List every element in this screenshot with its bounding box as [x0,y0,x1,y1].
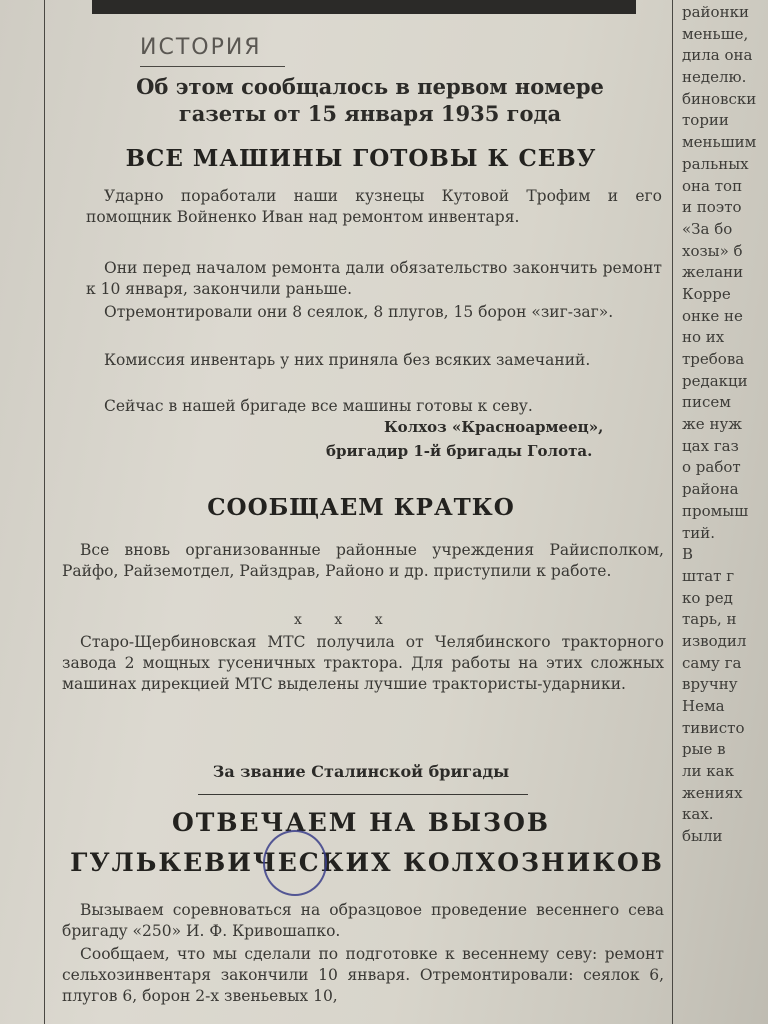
right-column-line: районки [682,3,749,21]
kicker-rule [198,794,528,795]
right-column-line: ли как [682,762,734,781]
right-column-line: Корре [682,284,731,303]
article3-paragraph: Сообщаем, что мы сделали по подготовке к весеннему севу: ремонт сельхозинвентаря закончили 10 января. Отремонтировали: сеялок 6, плугов 6, борон 2-х звеньевых 10, [62,945,664,1005]
right-column-line: требова [682,350,745,368]
right-column-line: она топ [682,176,743,195]
right-column-line: саму га [682,653,742,672]
right-column-line: дила она [682,46,753,65]
right-column-line: рые в [682,740,726,759]
right-column-line: хозы» б [682,241,743,260]
right-column-line: жениях [682,783,743,802]
right-column-line: Нема [682,697,725,715]
right-column-line: тарь, н [682,610,737,629]
right-column-line: онке не [682,306,743,325]
right-column-line: были [682,827,723,846]
column-rule-left [44,0,45,1024]
right-column-line: меньше, [682,24,749,43]
right-column-line: о работ [682,458,741,477]
right-column-line: района [682,480,739,499]
right-column-line: тории [682,111,729,130]
right-column-line: ральных [682,154,749,173]
right-column-line: «За бо [682,219,733,238]
right-column-line: вручну [682,675,738,694]
right-column-line: меньшим [682,133,757,152]
article1-paragraph: Ударно поработали наши кузнецы Кутовой Трофим и его помощник Войненко Иван над ремонтом инвентаря. [86,187,662,226]
article2-paragraph: Старо-Щербиновская МТС получила от Челябинского тракторного завода 2 мощных гусеничных трактора. Для работы на этих сложных машинах дирекцией МТС выделены лучшие трактористы-ударники. [62,633,664,693]
right-column-line: и поэто [682,198,742,217]
right-column-line: ках. [682,805,714,824]
article2-paragraph: Все вновь организованные районные учреждения Райисполком, Райфо, Райземотдел, Райздрав, Районо и др. приступили к работе. [62,541,664,580]
article1-paragraph: Отремонтировали они 8 сеялок, 8 плугов, 15 борон «зиг-заг». [104,303,614,321]
article2-headline: СООБЩАЕМ КРАТКО [207,494,515,521]
right-column-line: но их [682,328,725,347]
top-photo-edge [92,0,636,14]
right-column-line: тивисто [682,718,745,737]
sub-headline: Об этом сообщалось в первом номере газеты от 15 января 1935 года [136,74,604,126]
article3-paragraph: Вызываем соревноваться на образцовое проведение весеннего сева бригаду «250» И. Ф. Кривошапко. [62,901,664,940]
right-column-line: же нуж [682,415,743,434]
right-column-line: желани [682,263,744,282]
right-column-line: биновски [682,89,757,108]
article1-paragraph: Они перед началом ремонта дали обязательство закончить ремонт к 10 января, закончили раньше. [86,259,662,298]
right-column-line: неделю. [682,68,747,87]
article3-headline: ГУЛЬКЕВИЧЕСКИХ КОЛХОЗНИКОВ [70,848,664,877]
rubric-underline [140,66,285,67]
signature-line: Колхоз «Красноармеец», [384,418,604,436]
article1-headline: ВСЕ МАШИНЫ ГОТОВЫ К СЕВУ [125,145,597,172]
article1-paragraph: Комиссия инвентарь у них приняла без всяких замечаний. [104,351,591,369]
right-column-line: писем [682,393,731,412]
right-column-line: промыш [682,501,749,520]
right-column-line: штат г [682,566,735,585]
rubric-label: ИСТОРИЯ [140,35,262,60]
signature-line: бригадир 1-й бригады Голота. [326,442,593,460]
right-column-text [682,2,768,848]
article3-headline: ОТВЕЧАЕМ НА ВЫЗОВ [172,808,550,837]
right-column-line: изводил [682,631,747,650]
section-separator: x x x [294,612,397,628]
right-column-line: В [682,545,694,564]
article3-kicker: За звание Сталинской бригады [212,762,510,781]
right-column-line: цах газ [682,436,739,455]
right-column-line: редакци [682,371,748,390]
right-column-line: тий. [682,523,716,542]
article1-paragraph: Сейчас в нашей бригаде все машины готовы к севу. [104,397,533,415]
right-column-line: ко ред [682,588,733,607]
ink-circle-mark [263,830,327,896]
